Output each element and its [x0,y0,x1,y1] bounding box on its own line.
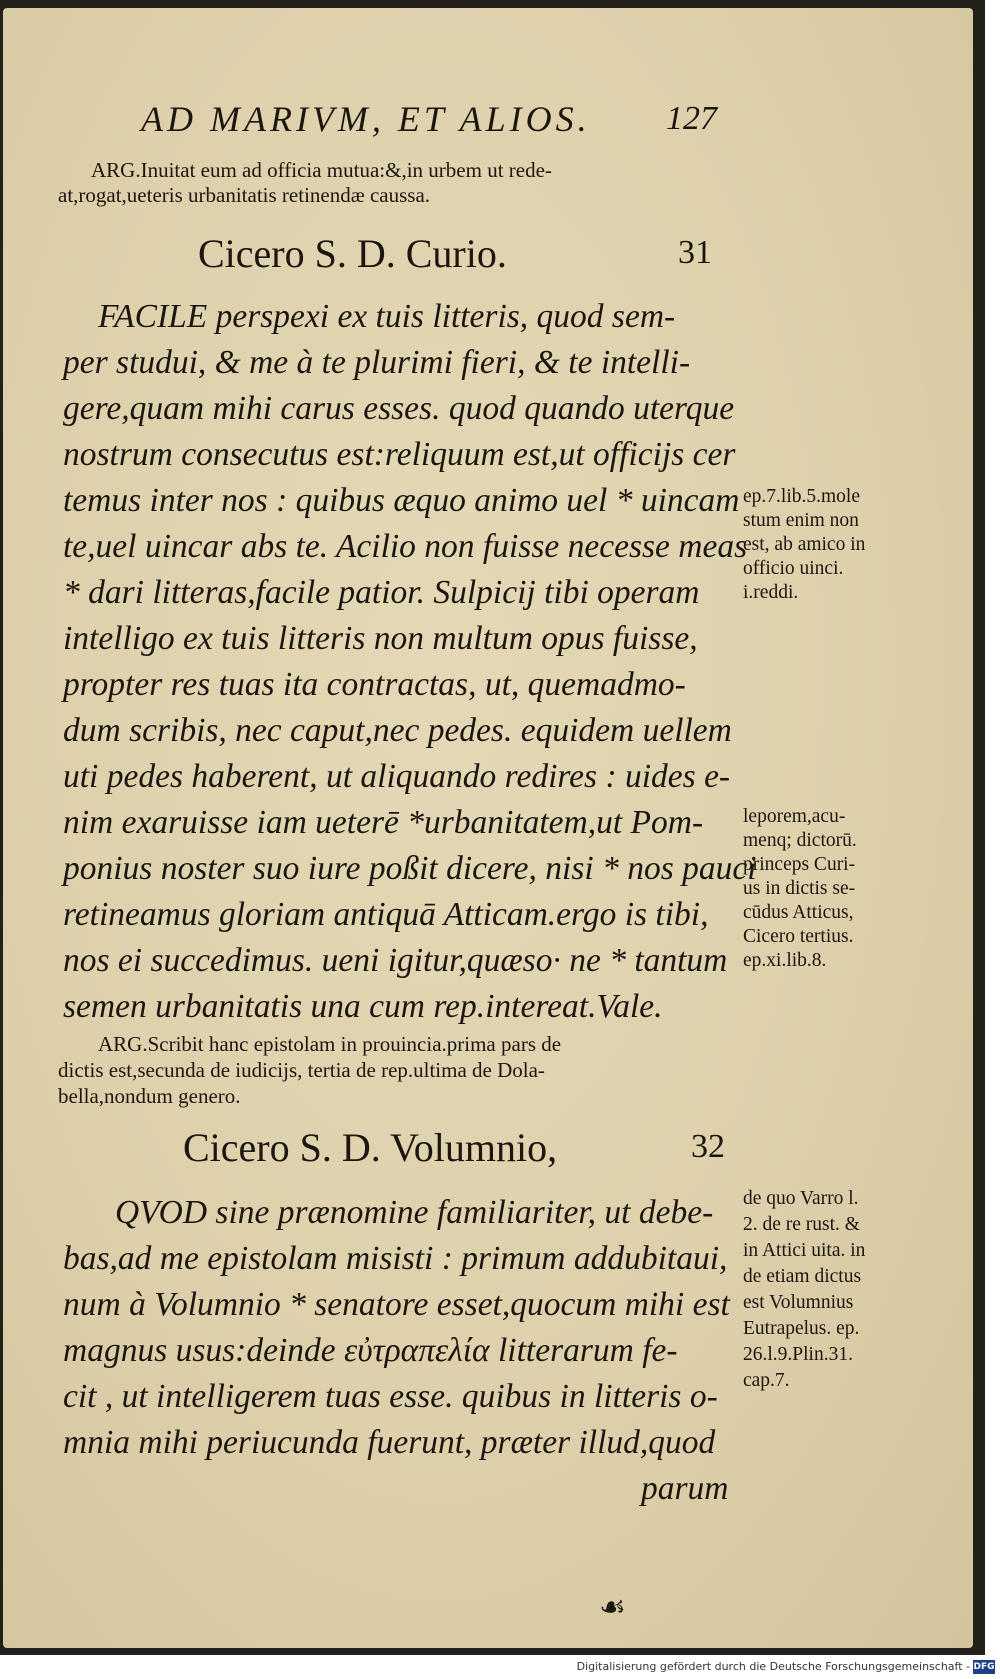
margin-note-line: Cicero tertius. [743,926,854,947]
body-line: FACILE perspexi ex tuis litteris, quod sem- [98,298,676,335]
body-line: QVOD sine prænomine familiariter, ut debe- [115,1194,714,1231]
body-line: mnia mihi periucunda fuerunt, præter illud,quod [63,1424,716,1461]
body-line: bas,ad me epistolam misisti : primum addubitaui, [63,1240,728,1277]
running-head: AD MARIVM, ET ALIOS. [141,99,591,139]
body-line: dum scribis, nec caput,nec pedes. equidem uellem [63,712,732,749]
margin-note-line: 26.l.9.Plin.31. [743,1344,853,1365]
page-number: 127 [666,100,717,137]
body-line: intelligo ex tuis litteris non multum opus fuisse, [63,620,698,657]
body-line: cit , ut intelligerem tuas esse. quibus in litteris o- [63,1378,718,1415]
catchword: parum [641,1470,729,1507]
body-line: propter res tuas ita contractas, ut, quemadmo- [63,666,686,703]
letter-heading: Cicero S. D. Curio. [198,231,507,276]
margin-note-line: est Volumnius [743,1292,854,1313]
argument-line: at,rogat,ueteris urbanitatis retinendæ caussa. [58,183,431,207]
body-line: nim exaruisse iam ueterē *urbanitatem,ut Pom- [63,804,704,841]
argument-line: ARG.Inuitat eum ad officia mutua:&,in urbem ut rede- [91,158,552,182]
letter-heading: Cicero S. D. Volumnio, [183,1125,558,1170]
letter-number: 32 [691,1128,725,1165]
margin-note-line: est, ab amico in [743,534,866,555]
book-page [3,8,973,1648]
argument-line: bella,nondum genero. [58,1084,241,1108]
margin-note-line: menq; dictorū. [743,830,857,851]
margin-note-line: de etiam dictus [743,1266,862,1287]
body-line: magnus usus:deinde εὐτραπελία litterarum fe- [63,1332,678,1369]
body-line: nostrum consecutus est:reliquum est,ut officijs cer [63,436,736,473]
margin-note-line: us in dictis se- [743,878,856,899]
body-line: temus inter nos : quibus æquo animo uel * uincam [63,482,740,519]
margin-note-line: Eutrapelus. ep. [743,1318,860,1339]
body-line: retineamus gloriam antiquā Atticam.ergo is tibi, [63,896,709,933]
body-line: per studui, & me à te plurimi fieri, & te intelli- [63,344,691,381]
margin-note-line: princeps Curi- [743,854,856,875]
body-line: uti pedes haberent, ut aliquando redires : uides e- [63,758,731,795]
margin-note-line: i.reddi. [743,582,799,603]
digitization-credit: Digitalisierung gefördert durch die Deutsche Forschungsgemeinschaft - [576,1660,970,1673]
margin-note-line: ep.xi.lib.8. [743,950,827,971]
margin-note-line: 2. de re rust. & [743,1214,860,1235]
dfg-logo-icon: DFG [973,1662,995,1672]
body-line: nos ei succedimus. ueni igitur,quæso· ne * tantum [63,942,728,979]
margin-note-line: stum enim non [743,510,859,531]
margin-note-line: cūdus Atticus, [743,902,854,923]
margin-note-line: officio uinci. [743,558,844,579]
body-line: te,uel uincar abs te. Acilio non fuisse necesse meas [63,528,748,565]
margin-note-line: ep.7.lib.5.mole [743,486,860,507]
margin-note-line: cap.7. [743,1370,790,1391]
body-line: ponius noster suo iure poßit dicere, nisi * nos pauci [63,850,757,887]
argument-line: ARG.Scribit hanc epistolam in prouincia.prima pars de [98,1032,562,1056]
body-line: * dari litteras,facile patior. Sulpicij tibi operam [63,574,700,611]
ornament-icon: ☙ [599,1590,626,1625]
letter-number: 31 [678,234,712,271]
argument-line: dictis est,secunda de iudicijs, tertia de rep.ultima de Dola- [58,1058,545,1082]
body-line: num à Volumnio * senatore esset,quocum mihi est [63,1286,730,1323]
margin-note-line: leporem,acu- [743,806,846,827]
margin-note-line: de quo Varro l. [743,1188,859,1209]
margin-note-line: in Attici uita. in [743,1240,866,1261]
body-line: semen urbanitatis una cum rep.intereat.Vale. [63,988,663,1025]
body-line: gere,quam mihi carus esses. quod quando uterque [63,390,735,427]
